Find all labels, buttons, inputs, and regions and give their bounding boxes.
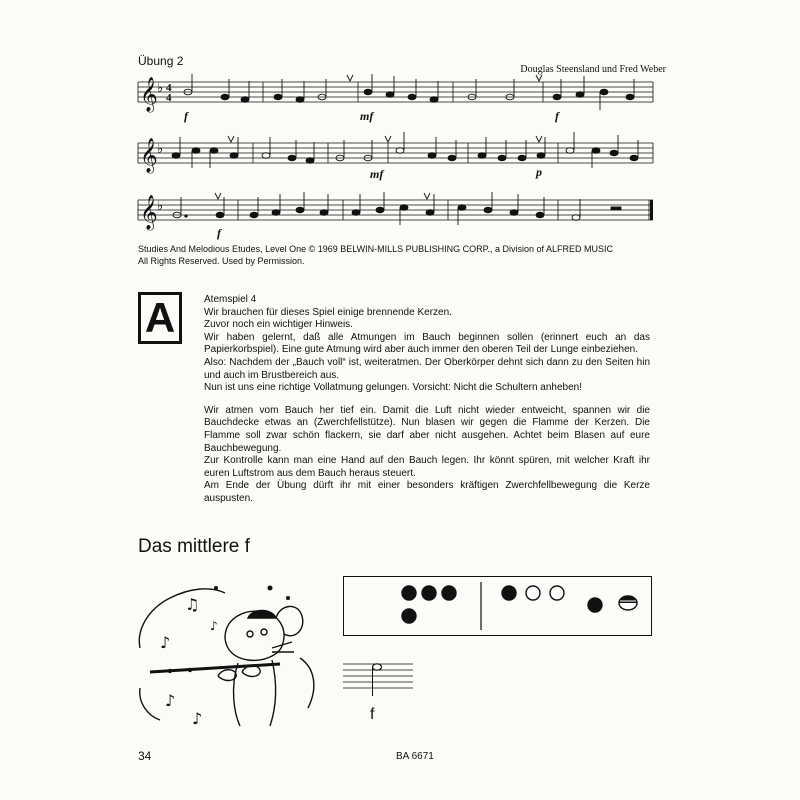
page-number: 34 bbox=[138, 749, 152, 763]
exercise-title: Übung 2 bbox=[138, 54, 184, 68]
music-note-icon: ♪ bbox=[165, 691, 176, 710]
dynamic-marking: p bbox=[536, 165, 542, 179]
finger-hole bbox=[526, 586, 540, 600]
mouse-flute-illustration bbox=[130, 568, 330, 728]
dynamic-marking: f bbox=[184, 109, 188, 123]
atemspiel-heading: Atemspiel 4 bbox=[204, 294, 257, 305]
music-note-icon: ♪ bbox=[210, 619, 218, 633]
text-line: Wir brauchen für dieses Spiel einige brennende Kerzen. bbox=[204, 306, 452, 318]
half-note bbox=[373, 664, 382, 670]
text-line: Zur Kontrolle kann man eine Hand auf den Bauch legen. Ihr könnt spüren, mit welcher Kraft ihr euren Luftstrom aus dem Bauch heraus steuert. bbox=[204, 455, 650, 479]
treble-clef: 𝄞 bbox=[140, 138, 158, 173]
text-line: Am Ende der Übung dürft ihr mit einer besonders kräftigen Zwerchfellbewegung die Kerze auspusten. bbox=[204, 480, 650, 504]
copyright-line: All Rights Reserved. Used by Permission. bbox=[138, 256, 305, 266]
finger-hole bbox=[442, 586, 456, 600]
pinky-key bbox=[588, 598, 602, 612]
time-signature-top: 4 bbox=[166, 82, 172, 94]
finger-hole bbox=[550, 586, 564, 600]
text-line: Wir atmen vom Bauch her tief ein. Damit die Luft nicht wieder entweicht, spannen wir die Bauchdecke etwas an (Zwerchfellstütze). Nun blasen wir gegen die Flamme der Kerzen. Die Flamme soll zwar schön flackern, sie darf aber nicht ausgehen. Achtet beim Blasen auf eure Bauchbewegung. bbox=[204, 404, 650, 454]
finger-hole bbox=[502, 586, 516, 600]
note-staff bbox=[343, 652, 413, 708]
copyright-line: Studies And Melodious Etudes, Level One © 1969 BELWIN-MILLS PUBLISHING CORP., a Division of ALFRED MUSIC bbox=[138, 244, 614, 254]
text-line: Zuvor noch ein wichtiger Hinweis. bbox=[204, 319, 353, 331]
fingering-diagram bbox=[343, 576, 652, 636]
thumb-key bbox=[402, 609, 416, 623]
staff-1 bbox=[138, 82, 653, 102]
finger-hole bbox=[402, 586, 416, 600]
dynamic-marking: mf bbox=[360, 109, 374, 123]
music-note-icon: ♪ bbox=[192, 709, 203, 728]
treble-clef: 𝄞 bbox=[140, 77, 158, 112]
flat-sign: ♭ bbox=[157, 199, 164, 214]
composer-credit: Douglas Steensland und Fred Weber bbox=[520, 64, 666, 75]
music-note-icon: ♪ bbox=[160, 633, 171, 652]
staff-3 bbox=[138, 200, 653, 220]
text-line: Also: Nachdem der „Bauch voll“ ist, weiteratmen. Der Oberkörper dehnt sich dann zu den Seiten hin und auch im Brustbereich aus. bbox=[204, 356, 650, 381]
atemspiel-text bbox=[204, 294, 650, 506]
copyright-notice bbox=[138, 243, 613, 267]
note-name: f bbox=[370, 706, 375, 723]
dynamic-marking: f bbox=[217, 226, 221, 240]
text-line: Nun ist uns eine richtige Vollatmung gelungen. Vorsicht: Nicht die Schultern anheben! bbox=[204, 382, 583, 394]
flat-sign: ♭ bbox=[157, 142, 164, 157]
finger-hole bbox=[422, 586, 436, 600]
section-letter-box: A bbox=[138, 292, 182, 344]
dynamic-marking: f bbox=[555, 109, 559, 123]
edition-number: BA 6671 bbox=[396, 751, 434, 762]
final-barline bbox=[650, 200, 653, 220]
flat-sign: ♭ bbox=[157, 81, 164, 96]
section-heading: Das mittlere f bbox=[138, 536, 250, 557]
time-signature-bottom: 4 bbox=[166, 92, 172, 104]
treble-clef: 𝄞 bbox=[140, 195, 158, 230]
music-note-icon: ♫ bbox=[185, 595, 200, 614]
dynamic-marking: mf bbox=[370, 167, 384, 181]
text-line: Wir haben gelernt, daß alle Atmungen im Bauch beginnen sollen (erinnert euch an das Papierkorbspiel). Eine gute Atmung wird aber auch immer den oberen Teil der Lunge einbeziehen. bbox=[204, 331, 650, 356]
